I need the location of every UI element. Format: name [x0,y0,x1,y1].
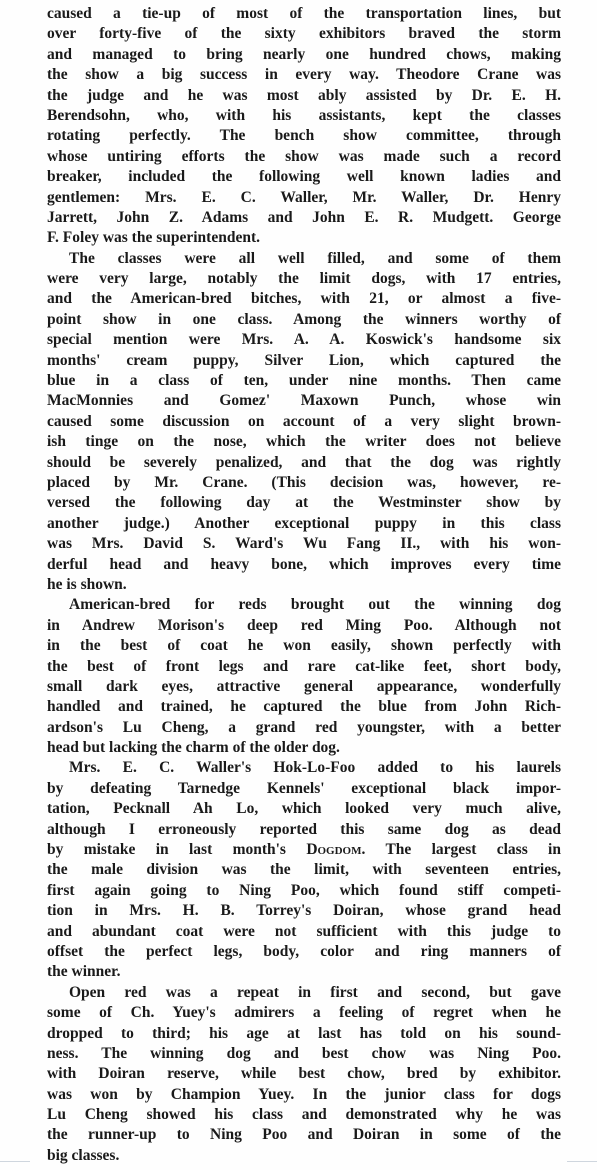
text-line: big classes. [47,1146,120,1164]
text-line: by mistake in last month's Dogdom. The largest class in [47,841,561,859]
text-line: Jarrett, John Z. Adams and John E. R. Mudgett. George [47,208,561,226]
paragraph-4 [47,758,561,982]
text-line: in Andrew Morison's deep red Ming Poo. Although not [47,616,561,634]
text-line: should be severely penalized, and that the dog was rightly [47,453,561,471]
text-line: F. Foley was the superintendent. [47,229,260,247]
text-line: head but lacking the charm of the older dog. [47,739,340,757]
text-line: the runner-up to Ning Poo and Doiran in some of the [47,1126,561,1144]
text-line: tation, Pecknall Ah Lo, which looked very much alive, [47,800,561,818]
text-line: first again going to Ning Poo, which found stiff competi- [47,881,561,899]
text-line: the show a big success in every way. Theodore Crane was [47,66,561,84]
text-line: and managed to bring nearly one hundred chows, making [47,45,561,63]
publication-name: Dogdom [306,841,362,859]
text-line: the male division was the limit, with seventeen entries, [47,861,561,879]
text-line: derful head and heavy bone, which improves every time [47,555,561,573]
text-line: some of Ch. Yuey's admirers a feeling of regret when he [47,1004,561,1022]
text-line: was won by Champion Yuey. In the junior class for dogs [47,1085,561,1103]
paragraph-2 [47,249,561,596]
text-line: The classes were all well filled, and some of them [69,249,561,267]
text-line: by defeating Tarnedge Kennels' exceptional black impor- [47,779,561,797]
paragraph-1 [47,4,561,249]
text-line: over forty-five of the sixty exhibitors braved the storm [47,25,561,43]
text-line: gentlemen: Mrs. E. C. Waller, Mr. Waller, Dr. Henry [47,188,561,206]
text-line: tion in Mrs. H. B. Torrey's Doiran, whose grand head [47,902,561,920]
text-line: the winner. [47,963,121,981]
page-edge-rule [567,1161,597,1162]
text-line: MacMonnies and Gomez' Maxown Punch, whose win [47,392,561,410]
text-line: breaker, included the following well known ladies and [47,168,561,186]
text-line: point show in one class. Among the winners worthy of [47,310,561,328]
paragraph-5 [47,983,561,1167]
text-line: handled and trained, he captured the blue from John Rich- [47,698,561,716]
text-line: with Doiran reserve, while best chow, bred by exhibitor. [47,1065,561,1083]
text-line: Open red was a repeat in first and second, but gave [69,983,561,1001]
article-column [47,4,561,1166]
text-line: ish tinge on the nose, which the writer does not believe [47,433,561,451]
text-line: in the best of coat he won easily, shown perfectly with [47,637,561,655]
text-line: versed the following day at the Westminster show by [47,494,561,512]
text-line: blue in a class of ten, under nine months. Then came [47,372,561,390]
text-line: rotating perfectly. The bench show committee, through [47,127,561,145]
text-line: months' cream puppy, Silver Lion, which captured the [47,351,561,369]
text-line: the best of front legs and rare cat-like feet, short body, [47,657,561,675]
paragraph-3 [47,595,561,758]
text-line: he is shown. [47,575,127,593]
text-line: caused a tie-up of most of the transportation lines, but [47,5,561,22]
text-line: Berendsohn, who, with his assistants, kept the classes [47,106,561,124]
text-line: offset the perfect legs, body, color and ring manners of [47,942,561,960]
text-line: American-bred for reds brought out the winning dog [69,596,561,614]
text-line: and abundant coat were not sufficient with this judge to [47,922,561,940]
text-line: ness. The winning dog and best chow was Ning Poo. [47,1044,561,1062]
text-line: Lu Cheng showed his class and demonstrated why he was [47,1106,561,1124]
text-line: were very large, notably the limit dogs, with 17 entries, [47,270,561,288]
text-line: dropped to third; his age at last has told on his sound- [47,1024,561,1042]
text-line: whose untiring efforts the show was made such a record [47,147,561,165]
text-line: although I erroneously reported this same dog as dead [47,820,561,838]
text-line: small dark eyes, attractive general appearance, wonderfully [47,677,561,695]
text-line: was Mrs. David S. Ward's Wu Fang II., with his won- [47,535,561,553]
page-edge-rule [0,1161,30,1162]
text-line: placed by Mr. Crane. (This decision was, however, re- [47,473,561,491]
text-line: special mention were Mrs. A. A. Koswick's handsome six [47,331,561,349]
text-line: and the American-bred bitches, with 21, or almost a five- [47,290,561,308]
text-line: Mrs. E. C. Waller's Hok-Lo-Foo added to his laurels [69,759,561,777]
text-line: caused some discussion on account of a very slight brown- [47,412,561,430]
text-line: ardson's Lu Cheng, a grand red youngster, with a better [47,718,561,736]
text-line: the judge and he was most ably assisted by Dr. E. H. [47,86,561,104]
text-line: another judge.) Another exceptional puppy in this class [47,514,561,532]
